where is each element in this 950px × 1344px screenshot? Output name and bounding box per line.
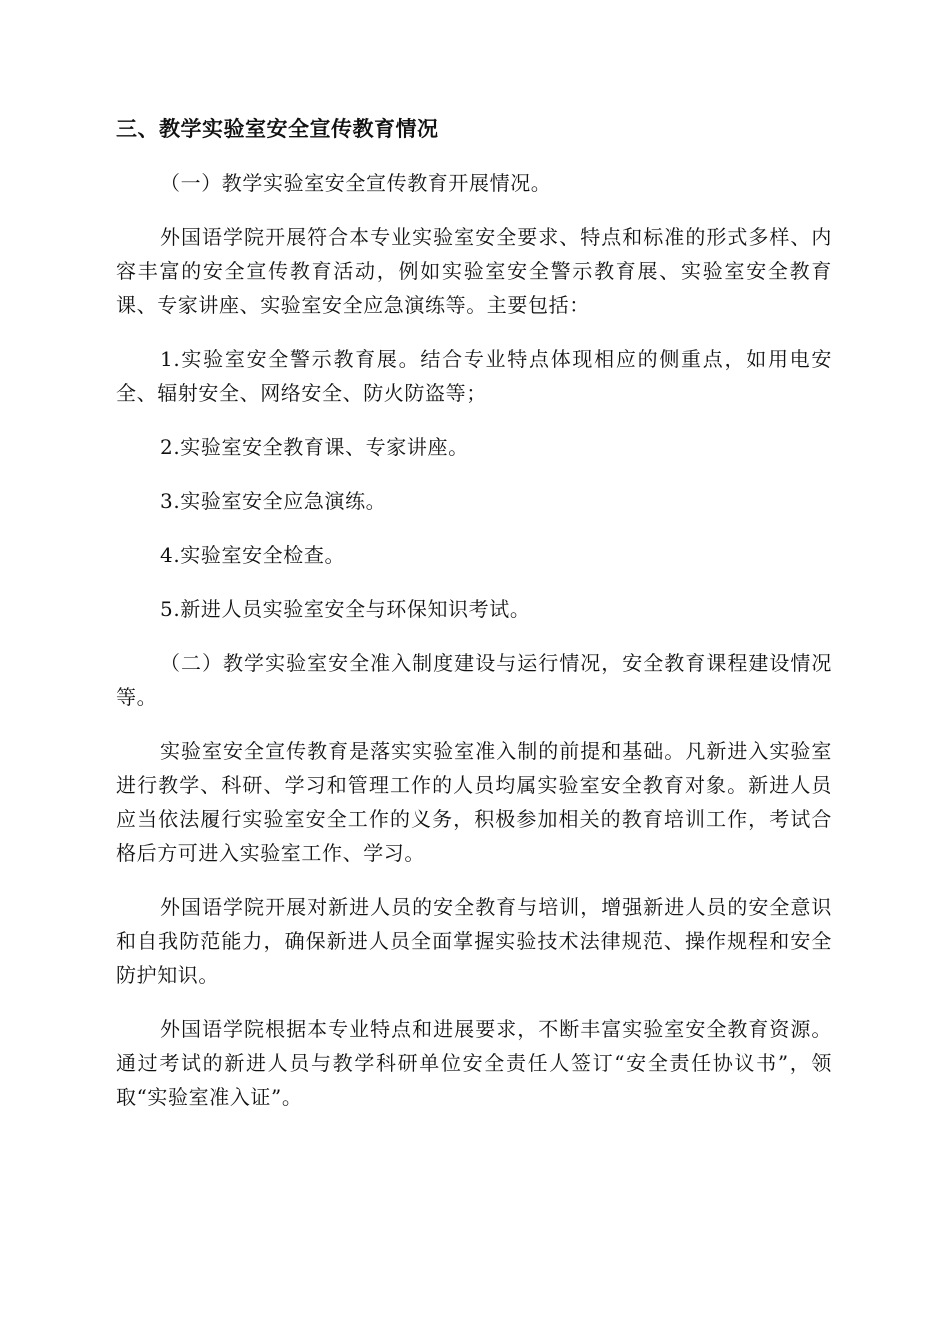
section-heading: 三、教学实验室安全宣传教育情况 (116, 116, 439, 141)
paragraph-admission: 实验室安全宣传教育是落实实验室准入制的前提和基础。凡新进入实验室进行教学、科研、学习和管理工作的人员均属实验室安全教育对象。新进人员应当依法履行实验室安全工作的义务，积极参加相关的教育培训工作，考试合格后方可进入实验室工作、学习。 (116, 739, 832, 865)
list-item-2: 2.实验室安全教育课、专家讲座。 (160, 435, 469, 459)
paragraph-intro: 外国语学院开展符合本专业实验室安全要求、特点和标准的形式多样、内容丰富的安全宣传教育活动，例如实验室安全警示教育展、实验室安全教育课、专家讲座、实验室安全应急演练等。主要包括： (116, 225, 832, 317)
list-item-1: 1.实验室安全警示教育展。结合专业特点体现相应的侧重点，如用电安全、辐射安全、网络安全、防火防盗等； (116, 347, 832, 405)
paragraph-resources: 外国语学院根据本专业特点和进展要求，不断丰富实验室安全教育资源。通过考试的新进人员与教学科研单位安全责任人签订“安全责任协议书”，领取“实验室准入证”。 (116, 1017, 832, 1109)
document-body (116, 112, 832, 1134)
list-item-5: 5.新进人员实验室安全与环保知识考试。 (160, 597, 531, 621)
list-item-4: 4.实验室安全检查。 (160, 543, 346, 567)
list-item-3: 3.实验室安全应急演练。 (160, 489, 387, 513)
subsection-title-1: （一）教学实验室安全宣传教育开展情况。 (160, 171, 552, 195)
paragraph-training: 外国语学院开展对新进人员的安全教育与培训，增强新进人员的安全意识和自我防范能力，确保新进人员全面掌握实验技术法律规范、操作规程和安全防护知识。 (116, 895, 832, 987)
subsection-title-2: （二）教学实验室安全准入制度建设与运行情况，安全教育课程建设情况等。 (116, 651, 832, 709)
